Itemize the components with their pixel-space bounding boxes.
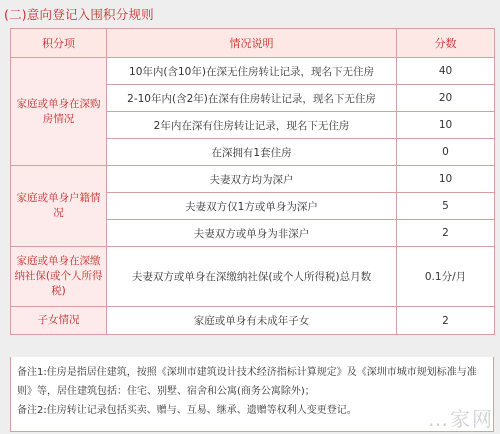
category-social-insurance: 家庭或单身在深缴纳社保(或个人所得税) [11,247,107,307]
row-description: 在深拥有1套住房 [107,139,397,166]
row-description: 夫妻双方均为深户 [107,166,397,193]
row-score: 10 [397,166,495,193]
row-score: 40 [397,58,495,85]
row-score: 0.1分/月 [397,247,495,307]
table-header-row [11,29,495,58]
row-description: 2-10年内(含2年)在深有住房转让记录，现名下无住房 [107,85,397,112]
row-score: 2 [397,307,495,335]
row-description: 夫妻双方仅1方或单身为深户 [107,193,397,220]
header-description: 情况说明 [107,29,397,58]
row-description: 夫妻双方或单身在深缴纳社保(或个人所得税)总月数 [107,247,397,307]
row-description: 家庭或单身有未成年子女 [107,307,397,335]
row-score: 20 [397,85,495,112]
row-score: 0 [397,139,495,166]
row-score: 10 [397,112,495,139]
note-2: 备注2:住房转让记录包括买卖、赠与、互易、继承、遗赠等权利人变更登记。 [17,405,357,416]
row-description: 2年内在深有住房转让记录，现名下无住房 [107,112,397,139]
row-score: 5 [397,193,495,220]
watermark: …家网 [428,407,494,431]
header-category: 积分项 [11,29,107,58]
table-row [11,307,495,335]
row-score: 2 [397,220,495,247]
note-1: 备注1:住房是指居住建筑，按照《深圳市建筑设计技术经济指标计算规定》及《深圳市城市规划标准与准则》等，居住建筑包括：住宅、别墅、宿舍和公寓(商务公寓除外)； [17,367,477,397]
notes-box [10,357,494,432]
table-row [11,58,495,85]
category-housing: 家庭或单身在深购房情况 [11,58,107,166]
header-score: 分数 [397,29,495,58]
table-row [11,247,495,307]
points-rules-table [10,28,495,335]
table-row [11,166,495,193]
category-hukou: 家庭或单身户籍情况 [11,166,107,247]
row-description: 10年内(含10年)在深无住房转让记录，现名下无住房 [107,58,397,85]
category-children: 子女情况 [11,307,107,335]
section-title: (二)意向登记入围积分规则 [4,7,154,22]
row-description: 夫妻双方或单身为非深户 [107,220,397,247]
